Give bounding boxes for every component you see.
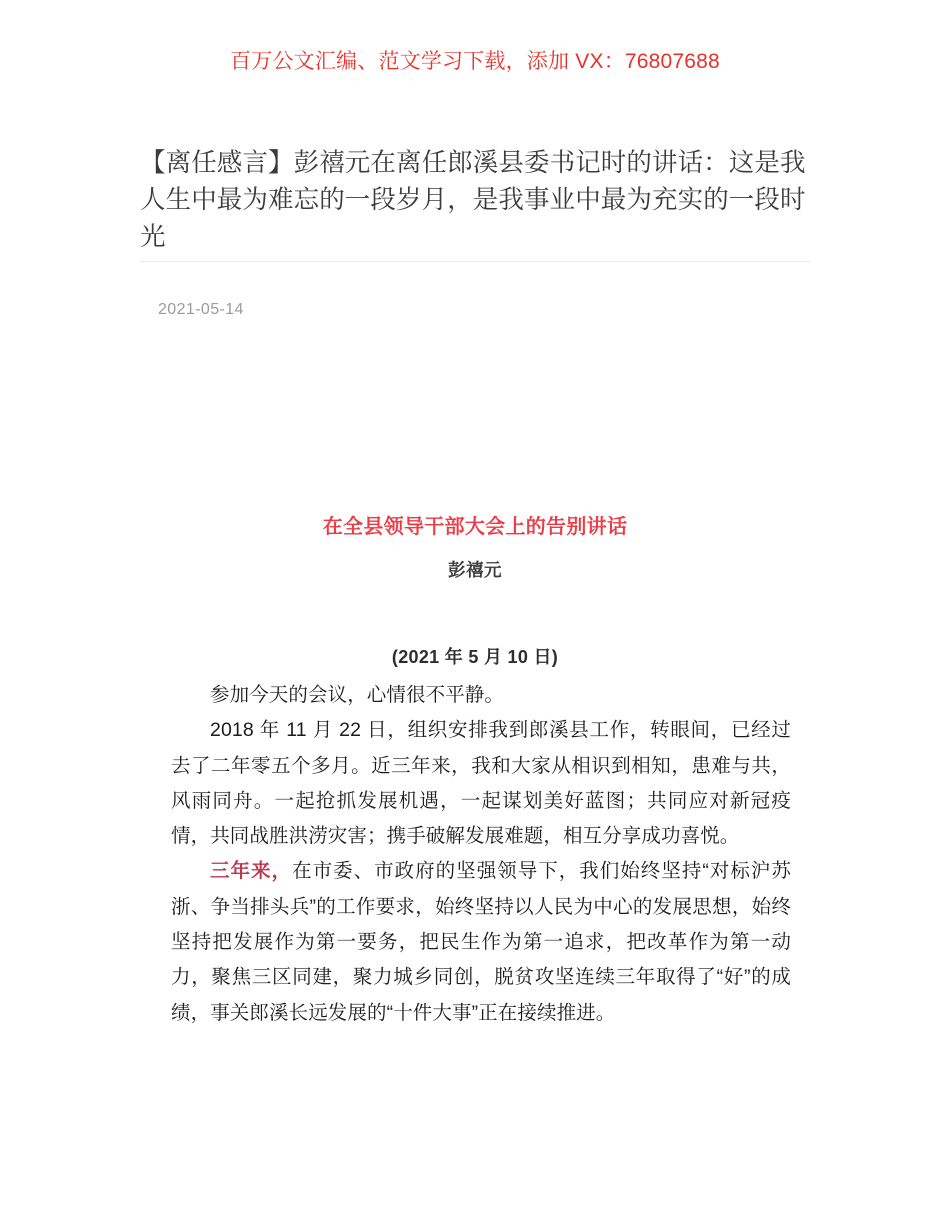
paragraph-3-text: 在市委、市政府的坚强领导下，我们始终坚持“对标沪苏浙、争当排头兵”的工作要求，始终坚持以人民为中心的发展思想，始终坚持把发展作为第一要务，把民生作为第一追求，把改革作为第一动力，聚焦三区同建，聚力城乡同创，脱贫攻坚连续三年取得了“好”的成绩，事关郎溪长远发展的“十件大事”正在接续推进。 — [171, 860, 791, 1024]
body-paragraph-1: 参加今天的会议，心情很不平静。 — [210, 684, 505, 706]
page-title: 【离任感言】彭禧元在离任郎溪县委书记时的讲话：这是我人生中最为难忘的一段岁月，是我事业中最为充实的一段时光 — [140, 149, 806, 251]
header-divider — [140, 261, 810, 262]
promo-banner: 百万公文汇编、范文学习下载，添加 VX：76807688 — [230, 50, 720, 73]
article-header — [140, 145, 810, 256]
speech-title: 在全县领导干部大会上的告别讲话 — [322, 516, 628, 538]
article-publish-date: 2021-05-14 — [158, 301, 244, 318]
article-body — [171, 678, 791, 1031]
paragraph-3-lead-emphasis: 三年来， — [210, 860, 293, 883]
speech-heading-block — [140, 512, 810, 671]
speech-author: 彭禧元 — [448, 560, 502, 580]
body-paragraph-3 — [171, 854, 791, 1030]
body-paragraph-2: 2018 年 11 月 22 日，组织安排我到郎溪县工作，转眼间，已经过去了二年零五个多月。近三年来，我和大家从相识到相知，患难与共，风雨同舟。一起抢抓发展机遇，一起谋划美好蓝图；共同应对新冠疫情，共同战胜洪涝灾害；携手破解发展难题，相互分享成功喜悦。 — [171, 719, 791, 848]
speech-date: (2021 年 5 月 10 日) — [391, 647, 559, 667]
